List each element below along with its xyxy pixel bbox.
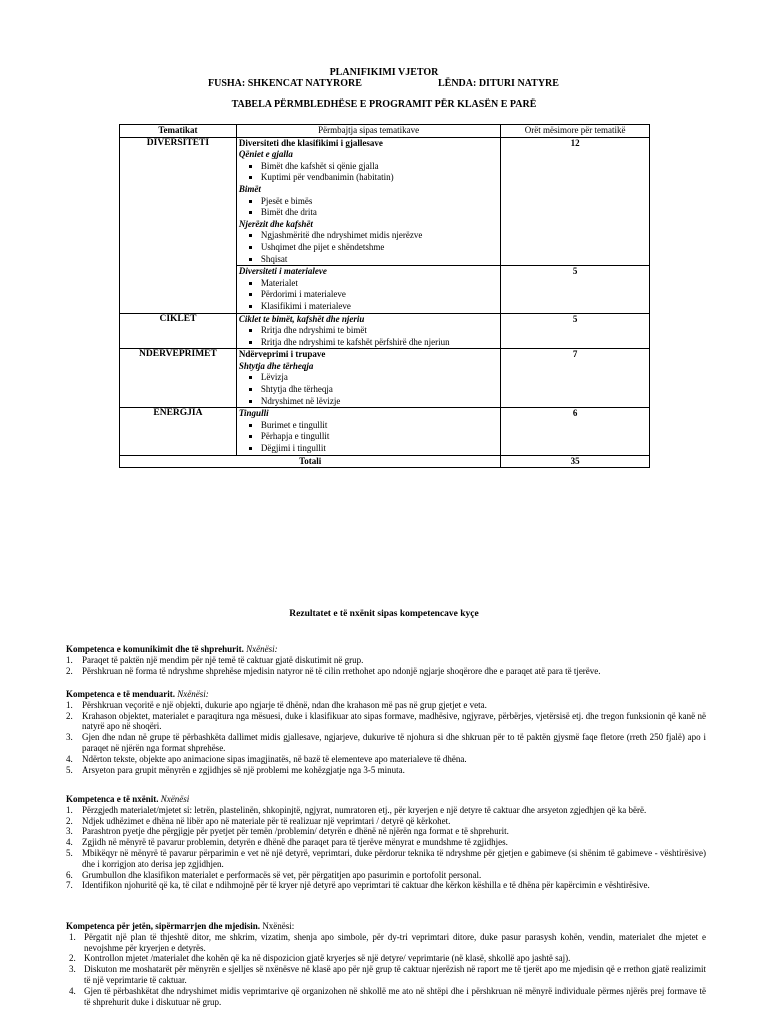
hours-cell: 7 [501,349,650,408]
list-item-number: 4. [66,837,73,848]
competence-lead: Nxënësi: [246,644,278,654]
list-item-text: Grumbullon dhe klasifikon materialet e performacës së vet, për përgatitjen apo pasurimin e portofolit personal. [82,869,482,880]
list-item-text: Mbikëqyr në mënyrë të pavarur përparimin e vet në një detyrë, veprimtari, duke përdorur teknika të ndryshme për gjetjen e gabimeve (si shënim të gabimeve - vështirësive) dhe i korrigjon ato derisa jep zgjidhjen. [82,847,706,869]
bullet-item: Klasifikimi i materialeve [261,301,498,313]
bullet-list [239,230,498,265]
competence-lead: Nxënësi: [262,921,295,931]
content-subheading: Ciklet te bimët, kafshët dhe njeriu [238,313,365,324]
total-label: Totali [120,455,501,468]
list-item [66,848,706,870]
outcome-list [66,805,706,891]
list-item-number: 4. [66,753,73,764]
competence-heading [66,689,706,700]
theme-cell: CIKLET [120,313,237,349]
competence-section-communication [66,644,706,676]
list-item-number: 1. [66,699,73,710]
content-subheading: Tingulli [238,408,269,419]
table-row [120,313,650,349]
list-item [66,870,706,881]
bullet-item: Pjesët e bimës [261,196,498,208]
list-item-number: 4. [69,985,76,996]
list-item-text: Gjen dhe ndan në grupe të përbashkëta dallimet midis gjallesave, ngjarjeve, dukurive të njohura si dhe shkruan për to të paktën gjysmë faqe fletore (rreth 250 fjalë) apo i paraqet në njërën nga format shprehëse. [82,732,706,753]
list-item-number: 2. [66,815,73,826]
hours-cell: 6 [501,408,650,455]
competence-heading-text: Kompetenca e të menduarit. [66,689,175,699]
content-subheading: Njerëzit dhe kafshët [238,218,313,229]
content-subheading: Diversiteti dhe klasifikimi i gjallesave [238,137,383,148]
total-hours: 35 [501,455,650,468]
table-row [120,349,650,408]
theme-cell: NDËRVEPRIMET [120,349,237,408]
list-item-text: Përgatit një plan të thjeshtë ditor, me shkrim, vizatim, shenja apo simbole, për dy-tri veprimtari ditore, duke pasur parasysh kohën, vendin, materialet dhe mjetet e nevojshme për kryerjen e detyrës. [84,931,706,953]
bullet-list [239,278,498,313]
competence-heading-text: Kompetenca e komunikimit dhe të shprehurit. [66,644,244,654]
list-item-text: Përshkruan në forma të ndryshme shprehëse mjedisin natyror në të cilin rrethohet apo ndonjë ngjarje shoqërore dhe e paraqet atë para të tjerëve. [82,665,601,676]
hours-cell: 12 [501,137,650,266]
list-item-number: 7. [66,880,73,891]
list-item-number: 6. [66,869,73,880]
outcome-list [66,932,706,1008]
bullet-list [239,420,498,455]
bullet-item: Dëgjimi i tingullit [261,443,498,455]
field-label: FUSHA: SHKENCAT NATYRORE [208,78,362,89]
column-header-oret: Orët mësimore për tematikë [501,125,650,138]
competence-section-learning [66,794,706,891]
content-cell [236,349,500,408]
list-item [66,826,706,837]
list-item-text: Zgjidh në mënyrë të pavarur problemin, detyrën e dhënë dhe paraqet para të tjerëve mënyrat e mundshme të zgjidhjes. [82,837,508,848]
competence-heading-text: Kompetenca e të nxënit. [66,794,159,804]
list-item-number: 3. [69,964,76,975]
bullet-item: Bimët dhe kafshët si qënie gjalla [261,161,498,173]
list-item [66,765,706,776]
bullet-item: Burimet e tingullit [261,420,498,432]
theme-cell: DIVERSITETI [120,137,237,313]
content-cell [236,313,500,349]
list-item-number: 3. [66,826,73,837]
list-item [66,932,706,954]
document-title: PLANIFIKIMI VJETOR [329,67,439,78]
list-item-text: Identifikon njohuritë që ka, të cilat e ndihmojnë për të kryer një detyrë apo veprimtari të caktuar dhe kërkon këshilla e të dhëna për kapërcimin e vështirësive. [82,880,650,891]
content-cell [236,408,500,455]
competence-heading [66,921,706,932]
bullet-item: Ushqimet dhe pijet e shëndetshme [261,242,498,254]
content-subheading: Qëniet e gjalla [238,149,293,160]
list-item-number: 3. [66,732,73,743]
list-item-text: Përshkruan veçoritë e një objekti, dukurie apo ngjarje të dhënë, ndan dhe krahason më pas në grup gjetjet e veta. [82,699,487,710]
list-item-number: 1. [66,804,73,815]
bullet-item: Lëvizja [261,372,498,384]
list-item [66,666,706,677]
competence-heading-text: Kompetenca për jetën, sipërmarrjen dhe mjedisin. [66,921,261,931]
bullet-item: Bimët dhe drita [261,207,498,219]
list-item [66,754,706,765]
hours-cell: 5 [501,266,650,313]
competence-section-thinking [66,689,706,775]
theme-cell: ENERGJIA [120,408,237,455]
bullet-item: Shtytja dhe tërheqja [261,384,498,396]
list-item-number: 2. [69,953,76,964]
list-item [66,837,706,848]
list-item [66,732,706,754]
content-cell [236,137,500,266]
bullet-item: Ndryshimet në lëvizje [261,396,498,408]
content-subheading: Shtytja dhe tërheqja [238,360,314,371]
total-row [120,455,650,468]
list-item-number: 2. [66,665,73,676]
bullet-item: Përhapja e tingullit [261,431,498,443]
list-item-text: Ndërton tekste, objekte apo animacione sipas imagjinatës, në bazë të elementeve apo materialeve të dhëna. [82,753,467,764]
content-cell [236,266,500,313]
bullet-item: Kuptimi për vendbanimin (habitatin) [261,172,498,184]
list-item-text: Arsyeton para grupit mënyrën e zgjidhjes së një problemi me kohëzgjatje nga 3-5 minuta. [82,764,405,775]
list-item [66,816,706,827]
list-item [66,711,706,733]
table-row [120,137,650,266]
competence-lead: Nxënësi: [177,689,209,699]
program-summary-table [119,124,650,468]
bullet-list [239,161,498,184]
list-item-number: 5. [66,847,73,858]
table-title: TABELA PËRMBLEDHËSE E PROGRAMIT PËR KLASËN E PARË [231,99,537,110]
outcome-list [66,655,706,677]
list-item-text: Gjen të përbashkëtat dhe ndryshimet midis veprimtarive që organizohen në shkollë me ato në shtëpi dhe i përshkruan në mënyrë individuale përmes njërës prej formave të të shprehurit duke i diskutuar në grup. [84,985,706,1007]
list-item-number: 5. [66,764,73,775]
competence-section-life [66,921,706,1007]
list-item-text: Krahason objektet, materialet e paraqitura nga mësuesi, duke i klasifikuar ato sipas formave, madhësive, ngjyrave, përbërjes, vjetërsisë etj. dhe tregon funksionin që kanë në natyrë apo në shoqëri. [82,710,706,732]
list-item-text: Ndjek udhëzimet e dhëna në libër apo në materiale për të realizuar një veprimtari / detyrë që kërkohet. [82,815,451,826]
list-item-text: Parashtron pyetje dhe përgjigje për pyetjet për temën /problemin/ detyrën e dhënë në njërën nga format e të shprehurit. [82,826,509,837]
bullet-item: Rritja dhe ndryshimi te kafshët përfshirë dhe njeriun [261,337,498,349]
bullet-list [239,196,498,219]
results-title: Rezultatet e të nxënit sipas kompetencave kyçe [289,609,479,619]
competence-heading [66,794,706,805]
subject-label: LËNDA: DITURI NATYRE [438,78,559,89]
bullet-list [239,372,498,407]
list-item [66,655,706,666]
content-subheading: Ndërveprimi i trupave [238,349,326,360]
list-item [66,805,706,816]
content-subheading: Diversiteti i materialeve [238,266,327,277]
competence-lead: Nxënësi [160,794,190,804]
bullet-item: Shqisat [261,254,498,266]
list-item [66,953,706,964]
list-item-text: Përzgjedh materialet/mjetet si: letrën, plastelinën, shkopinjtë, ngjyrat, numratoren etj., për kryerjen e një detyre të caktuar dhe arsyeton zgjedhjen që ka bërë. [82,804,647,815]
column-header-tematikat: Tematikat [120,125,237,138]
bullet-list [239,325,498,348]
list-item [66,986,706,1008]
list-item [66,964,706,986]
table-header-row [120,125,650,138]
list-item-text: Kontrollon mjetet /materialet dhe kohën që ka në dispozicion gjatë kryerjes së një detyre/ veprimtarie (në klasë, shkollë apo jashtë saj). [84,953,571,964]
list-item-number: 1. [69,931,76,942]
bullet-item: Rritja dhe ndryshimi te bimët [261,325,498,337]
bullet-item: Materialet [261,278,498,290]
list-item-number: 2. [66,710,73,721]
outcome-list [66,700,706,776]
bullet-item: Ngjashmëritë dhe ndryshimet midis njerëzve [261,230,498,242]
hours-cell: 5 [501,313,650,349]
list-item [66,700,706,711]
table-row [120,408,650,455]
competence-heading [66,644,706,655]
list-item-text: Paraqet të paktën një mendim për një temë të caktuar gjatë diskutimit në grup. [82,654,364,665]
list-item-number: 1. [66,654,73,665]
list-item-text: Diskuton me moshatarët për mënyrën e sjelljes së nxënësve në klasë apo për një grup të caktuar njerëzish në raport me të tjerët apo me mjedisin që e rrethon gjatë realizimit të një veprimtarie të caktuar. [84,964,706,985]
bullet-item: Përdorimi i materialeve [261,289,498,301]
column-header-permbajtja: Përmbajtja sipas tematikave [236,125,500,138]
list-item [66,880,706,891]
content-subheading: Bimët [238,183,261,194]
